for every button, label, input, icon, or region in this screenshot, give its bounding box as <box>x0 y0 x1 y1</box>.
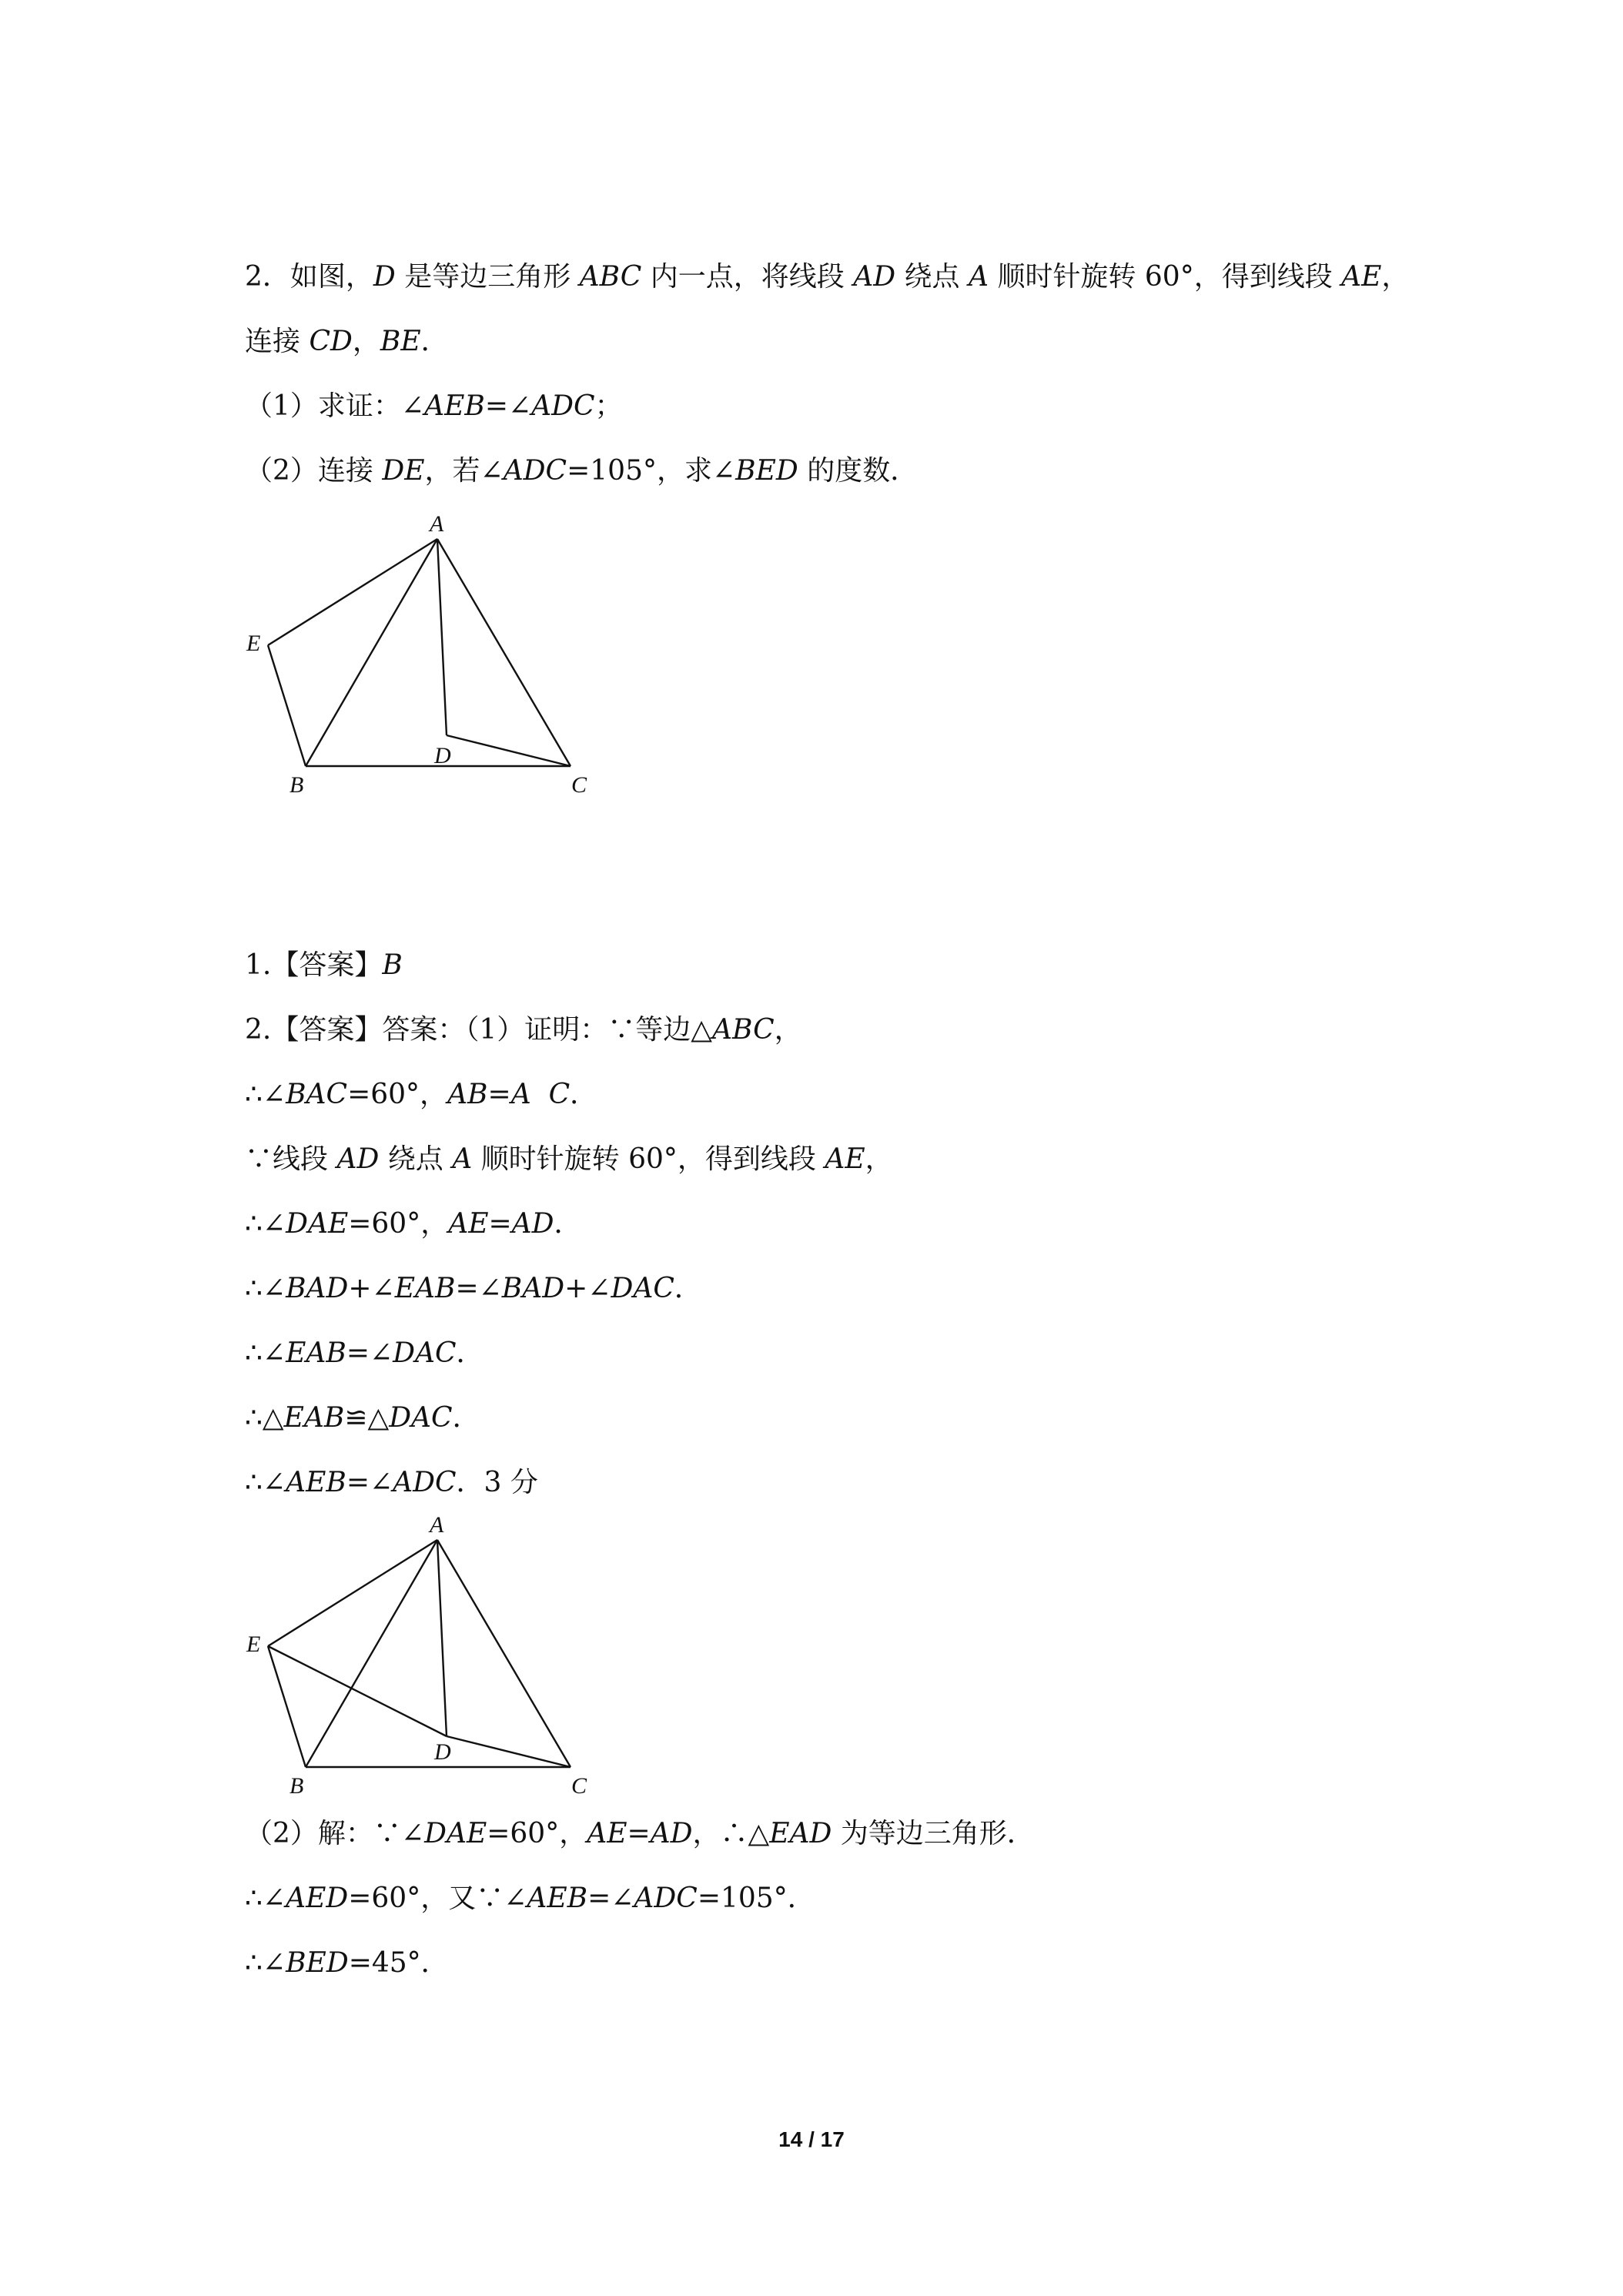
question-part2: （2）连接 DE，若∠ADC=105°，求∠BED 的度数． <box>245 455 919 487</box>
part2-line-2: ∴∠AED=60°，又∵∠AEB=∠ADC=105°． <box>245 1883 815 1914</box>
segment-ae <box>268 1540 437 1646</box>
segment-dc <box>447 735 571 766</box>
question-part1: （1）求证：∠AEB=∠ADC； <box>245 390 623 422</box>
proof-step-6: ∴△EAB≌△DAC． <box>245 1402 480 1434</box>
proof-step-1: ∴∠BAC=60°，AB=A C． <box>245 1079 598 1110</box>
proof-step-5: ∴∠EAB=∠DAC． <box>245 1337 484 1369</box>
label-d: D <box>434 743 451 768</box>
proof-step-7: ∴∠AEB=∠ADC．3 分 <box>245 1467 538 1498</box>
segment-ac <box>437 1540 571 1767</box>
segment-ed <box>268 1646 447 1736</box>
question-stem-line1: 2．如图，D 是等边三角形 ABC 内一点，将线段 AD 绕点 A 顺时针旋转 60°，得到线段 AE， <box>245 261 1410 293</box>
figure-1 <box>231 504 616 808</box>
question-stem-line2: 连接 CD，BE． <box>245 326 449 357</box>
segment-eb <box>268 1646 306 1767</box>
part2-line-3: ∴∠BED=45°． <box>245 1947 449 1979</box>
segment-ad <box>437 539 447 735</box>
label-e: E <box>246 631 261 656</box>
answer-1: 1.【答案】B <box>245 949 403 981</box>
label-b: B <box>289 1773 304 1799</box>
label-d: D <box>434 1739 451 1765</box>
segment-ab <box>306 1540 437 1767</box>
segment-ae <box>268 539 437 645</box>
segment-ad <box>437 1540 447 1736</box>
segment-eb <box>268 645 306 766</box>
proof-step-2: ∵线段 AD 绕点 A 顺时针旋转 60°，得到线段 AE， <box>245 1143 893 1175</box>
label-c: C <box>571 772 587 798</box>
label-e: E <box>246 1632 261 1657</box>
label-b: B <box>289 772 304 798</box>
label-a: A <box>430 511 444 537</box>
label-a: A <box>430 1512 444 1538</box>
figure-2 <box>231 1505 616 1809</box>
proof-step-4: ∴∠BAD+∠EAB=∠BAD+∠DAC． <box>245 1273 702 1304</box>
segment-ac <box>437 539 571 766</box>
label-c: C <box>571 1773 587 1799</box>
answer-2-head: 2.【答案】答案：（1）证明：∵等边△ABC， <box>245 1014 802 1046</box>
segment-dc <box>447 1736 571 1767</box>
page-number: 14 / 17 <box>778 2127 845 2151</box>
proof-step-3: ∴∠DAE=60°，AE=AD． <box>245 1208 582 1240</box>
part2-line-1: （2）解：∵∠DAE=60°，AE=AD，∴△EAD 为等边三角形． <box>245 1818 1035 1849</box>
segment-ab <box>306 539 437 766</box>
